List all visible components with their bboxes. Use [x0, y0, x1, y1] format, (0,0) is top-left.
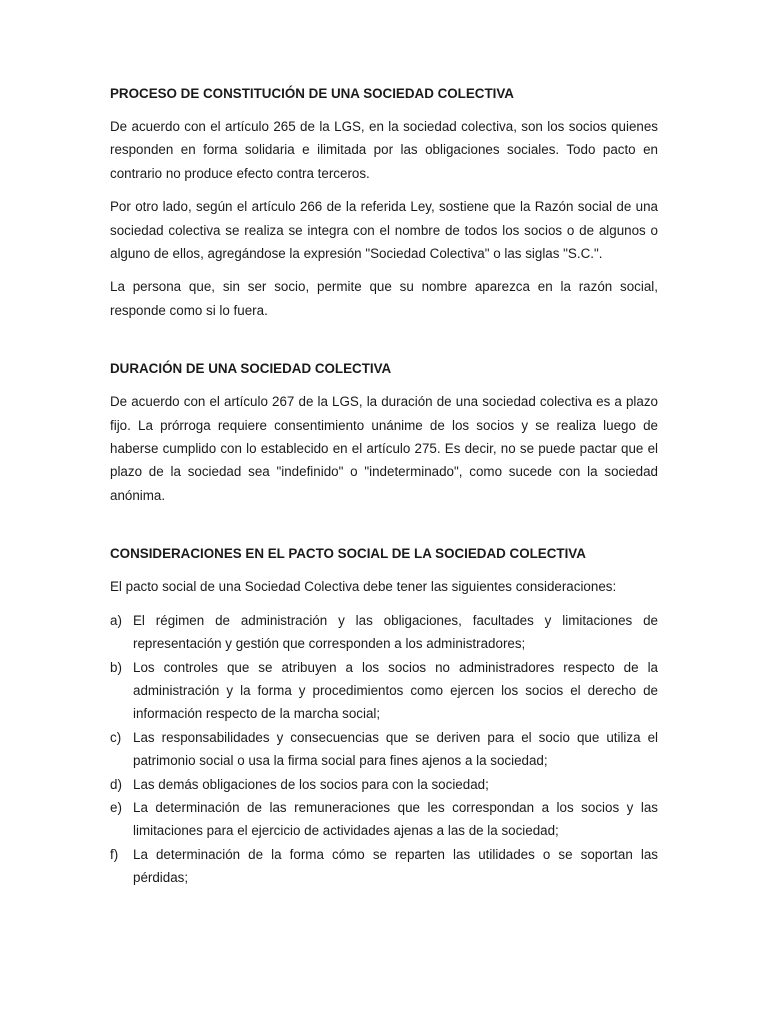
- list-item-text: La determinación de la forma cómo se reparten las utilidades o se soportan las pérdidas;: [133, 846, 658, 886]
- section-heading: DURACIÓN DE UNA SOCIEDAD COLECTIVA: [110, 361, 392, 377]
- section-heading: CONSIDERACIONES EN EL PACTO SOCIAL DE LA SOCIEDAD COLECTIVA: [110, 546, 586, 562]
- list-marker: d): [110, 776, 122, 792]
- list-item-text: Los controles que se atribuyen a los socios no administradores respecto de la administración y la forma y procedimientos como ejercen los socios el derecho de información respecto de la marcha social;: [133, 659, 658, 722]
- section-consideraciones: [110, 545, 658, 889]
- section-duracion: [110, 360, 658, 507]
- paragraph: El pacto social de una Sociedad Colectiva debe tener las siguientes consideraciones:: [110, 579, 617, 595]
- list-item: [110, 609, 658, 656]
- list-marker: a): [110, 612, 122, 628]
- list-item: [110, 726, 658, 773]
- list-marker: c): [110, 729, 122, 745]
- list-item-text: El régimen de administración y las obligaciones, facultades y limitaciones de representación y gestión que corresponden a los administradores;: [133, 612, 658, 652]
- list-marker: e): [110, 799, 122, 815]
- list-item: [110, 796, 658, 843]
- list-item: [110, 656, 658, 726]
- paragraph: De acuerdo con el artículo 267 de la LGS, la duración de una sociedad colectiva es a plazo fijo. La prórroga requiere consentimiento unánime de los socios y se realiza luego de haberse cumplido con lo establecido en el artículo 275. Es decir, no se puede pactar que el plazo de la sociedad sea "indefinido" o "indeterminado", como sucede con la sociedad anónima.: [110, 394, 658, 503]
- list-item-text: Las responsabilidades y consecuencias que se deriven para el socio que utiliza el patrimonio social o usa la firma social para fines ajenos a la sociedad;: [133, 729, 658, 769]
- paragraph: La persona que, sin ser socio, permite que su nombre aparezca en la razón social, responde como si lo fuera.: [110, 279, 658, 318]
- list-item-text: La determinación de las remuneraciones que les correspondan a los socios y las limitaciones para el ejercicio de actividades ajenas a las de la sociedad;: [133, 799, 658, 839]
- section-heading: PROCESO DE CONSTITUCIÓN DE UNA SOCIEDAD COLECTIVA: [110, 86, 514, 101]
- considerations-list: [110, 609, 658, 890]
- paragraph: Por otro lado, según el artículo 266 de la referida Ley, sostiene que la Razón social de una sociedad colectiva se realiza se integra con el nombre de todos los socios o de algunos o alguno de ellos, agregándose la expresión "Sociedad Colectiva" o las siglas "S.C.".: [110, 199, 658, 262]
- section-constitucion: [110, 0, 658, 322]
- list-marker: f): [110, 846, 119, 862]
- list-item: [110, 773, 658, 796]
- list-item: [110, 843, 658, 890]
- list-marker: b): [110, 659, 122, 675]
- list-item-text: Las demás obligaciones de los socios para con la sociedad;: [133, 776, 489, 792]
- paragraph: De acuerdo con el artículo 265 de la LGS, en la sociedad colectiva, son los socios quienes responden en forma solidaria e ilimitada por las obligaciones sociales. Todo pacto en contrario no produce efecto contra terceros.: [110, 119, 658, 181]
